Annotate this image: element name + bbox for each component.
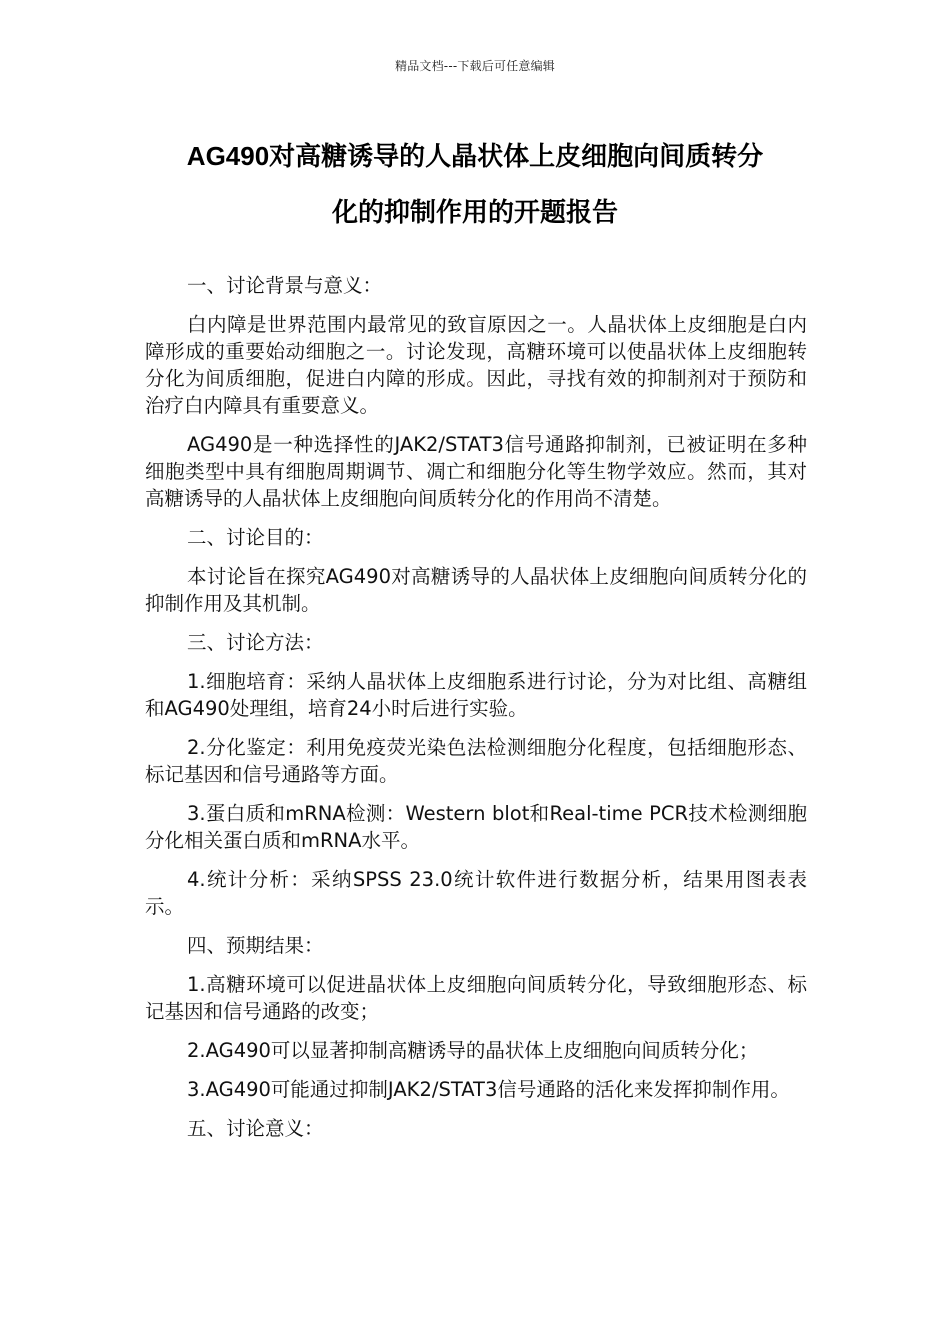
- method-item: 1.细胞培育：采纳人晶状体上皮细胞系进行讨论，分为对比组、高糖组和AG490处理组，培育24小时后进行实验。: [145, 670, 807, 720]
- title-line-2: 化的抑制作用的开题报告: [331, 197, 618, 227]
- section-heading-background: 一、讨论背景与意义：: [187, 274, 383, 297]
- method-item: 2.分化鉴定：利用免疫荧光染色法检测细胞分化程度，包括细胞形态、标记基因和信号通路等方面。: [145, 736, 807, 786]
- paragraph: 本讨论旨在探究AG490对高糖诱导的人晶状体上皮细胞向间质转分化的抑制作用及其机制。: [145, 565, 807, 615]
- paragraph: AG490是一种选择性的JAK2/STAT3信号通路抑制剂，已被证明在多种细胞类型中具有细胞周期调节、凋亡和细胞分化等生物学效应。然而，其对高糖诱导的人晶状体上皮细胞向间质转分化的作用尚不清楚。: [145, 433, 807, 510]
- section-heading-purpose: 二、讨论目的：: [187, 526, 324, 549]
- section-heading-methods: 三、讨论方法：: [187, 631, 324, 654]
- page-header: 精品文档---下载后可任意编辑: [395, 59, 555, 73]
- document-title: [145, 128, 805, 240]
- result-item: 3.AG490可能通过抑制JAK2/STAT3信号通路的活化来发挥抑制作用。: [187, 1078, 790, 1101]
- section-heading-expected-results: 四、预期结果：: [187, 934, 324, 957]
- title-line-1: AG490对高糖诱导的人晶状体上皮细胞向间质转分: [186, 141, 764, 171]
- method-item: 4.统计分析：采纳SPSS 23.0统计软件进行数据分析，结果用图表表示。: [145, 868, 807, 918]
- result-item: 1.高糖环境可以促进晶状体上皮细胞向间质转分化，导致细胞形态、标记基因和信号通路的改变；: [145, 973, 807, 1023]
- result-item: 2.AG490可以显著抑制高糖诱导的晶状体上皮细胞向间质转分化；: [187, 1039, 759, 1062]
- paragraph: 白内障是世界范围内最常见的致盲原因之一。人晶状体上皮细胞是白内障形成的重要始动细胞之一。讨论发现，高糖环境可以使晶状体上皮细胞转分化为间质细胞，促进白内障的形成。因此，寻找有效的抑制剂对于预防和治疗白内障具有重要意义。: [145, 313, 807, 417]
- method-item: 3.蛋白质和mRNA检测：Western blot和Real-time PCR技术检测细胞分化相关蛋白质和mRNA水平。: [145, 802, 807, 852]
- section-heading-significance: 五、讨论意义：: [187, 1117, 324, 1140]
- document-body: [145, 272, 807, 1154]
